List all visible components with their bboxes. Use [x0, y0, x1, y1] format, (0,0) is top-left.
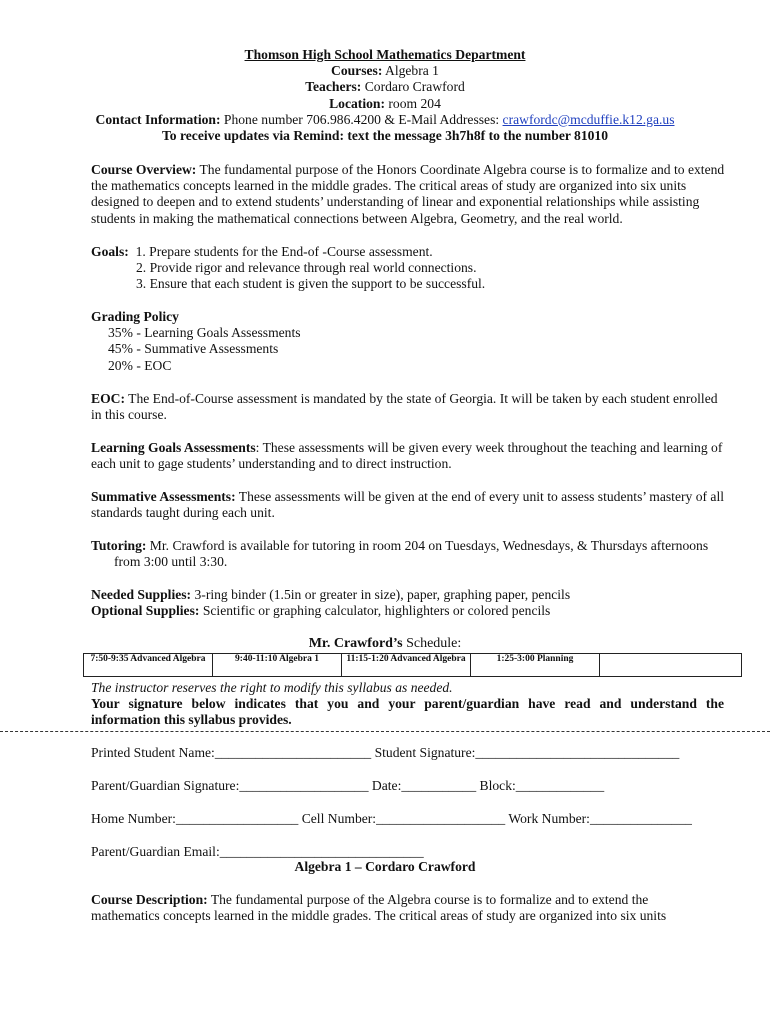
- needed-supplies-text: 3-ring binder (1.5in or greater in size), paper, graphing paper, pencils: [191, 587, 571, 602]
- goals-label: Goals:: [91, 244, 129, 259]
- home-number-field[interactable]: Home Number:__________________: [91, 811, 299, 826]
- location-value: room 204: [385, 95, 441, 111]
- contact-value: Phone number 706.986.4200 & E-Mail Addresses:: [220, 111, 503, 127]
- goals-section: [91, 244, 731, 293]
- tutoring-hours: from 3:00 until 3:30.: [114, 554, 228, 570]
- lga-label: Learning Goals Assessments: [91, 440, 256, 455]
- grading-label: Grading Policy: [91, 309, 179, 324]
- schedule-table: [83, 653, 742, 677]
- summative-section: [91, 489, 731, 521]
- grading-item: 35% - Learning Goals Assessments: [108, 325, 301, 341]
- eoc-section: [91, 391, 731, 423]
- schedule-cell: [600, 654, 742, 677]
- learning-goals-section: [91, 440, 731, 472]
- cut-line: [0, 731, 770, 732]
- department-title: Thomson High School Mathematics Department: [244, 47, 526, 62]
- overview-label: Course Overview:: [91, 162, 197, 177]
- schedule-cell: 11:15-1:20 Advanced Algebra: [342, 654, 471, 677]
- schedule-cell: 7:50-9:35 Advanced Algebra: [84, 654, 213, 677]
- parent-signature-field[interactable]: Parent/Guardian Signature:___________________: [91, 778, 369, 793]
- optional-supplies-label: Optional Supplies:: [91, 603, 200, 619]
- work-number-field[interactable]: Work Number:_______________: [508, 811, 692, 826]
- eoc-label: EOC:: [91, 391, 125, 406]
- second-page-heading: Algebra 1 – Cordaro Crawford: [294, 859, 476, 874]
- schedule-title-rest: Schedule:: [402, 636, 462, 651]
- cell-number-field[interactable]: Cell Number:___________________: [301, 811, 506, 826]
- tutoring-label: Tutoring:: [91, 538, 147, 553]
- courses-label: Courses:: [331, 63, 383, 79]
- eoc-text: The End-of-Course assessment is mandated by the state of Georgia. It will be taken by each student enrolled in this course.: [91, 391, 718, 423]
- disclaimer: [91, 680, 724, 729]
- course-description-text: The fundamental purpose of the Algebra course is to formalize and to extend the mathematics concepts learned in the middle grades. The critical areas of study are organized into six units: [91, 892, 667, 924]
- needed-supplies-label: Needed Supplies:: [91, 587, 192, 602]
- teachers-label: Teachers:: [305, 79, 362, 95]
- table-row: [84, 654, 742, 677]
- contact-label: Contact Information:: [95, 111, 221, 127]
- tutoring-text: Mr. Crawford is available for tutoring in room 204 on Tuesdays, Wednesdays, & Thursdays afternoons: [146, 538, 709, 553]
- printed-name-field[interactable]: Printed Student Name:_______________________: [91, 745, 372, 760]
- syllabus-header: [0, 47, 770, 144]
- second-page-title: [0, 859, 770, 875]
- overview-text: The fundamental purpose of the Honors Coordinate Algebra course is to formalize and to extend the mathematics concepts learned in the middle grades. The critical areas of study are organized into six units designed to deepen and to extend students’ understanding of linear and exponential relationships while assisting students in making the mathematical connections between Algebra, Geometry, and the real world.: [91, 162, 725, 226]
- parent-email-field[interactable]: Parent/Guardian Email:______________________________: [91, 844, 424, 859]
- teachers-value: Cordaro Crawford: [361, 79, 465, 95]
- grading-policy: [91, 309, 731, 374]
- grading-item: 45% - Summative Assessments: [108, 341, 279, 357]
- schedule-cell: 9:40-11:10 Algebra 1: [213, 654, 342, 677]
- grading-item: 20% - EOC: [108, 357, 172, 373]
- summative-label: Summative Assessments:: [91, 489, 236, 504]
- goal-item: 3. Ensure that each student is given the support to be successful.: [136, 276, 486, 292]
- form-row-2: [91, 778, 604, 794]
- schedule-title: [0, 636, 770, 652]
- schedule-cell: 1:25-3:00 Planning: [471, 654, 600, 677]
- courses-value: Algebra 1: [382, 63, 439, 79]
- optional-supplies-text: Scientific or graphing calculator, highlighters or colored pencils: [199, 603, 551, 619]
- remind-info: To receive updates via Remind: text the message 3h7h8f to the number 81010: [161, 128, 609, 144]
- goal-item: 1. Prepare students for the End-of -Course assessment.: [135, 244, 433, 259]
- signature-note: Your signature below indicates that you and your parent/guardian have read and understand the information this syllabus provides.: [91, 696, 724, 728]
- disclaimer-text: The instructor reserves the right to modify this syllabus as needed.: [91, 680, 453, 695]
- form-row-4: [91, 844, 424, 860]
- lga-text: : These assessments will be given every week throughout the teaching and learning of each unit to gage students’ understanding and to direct instruction.: [91, 440, 723, 472]
- supplies-section: [91, 587, 731, 619]
- date-field[interactable]: Date:___________: [371, 778, 477, 793]
- goal-item: 2. Provide rigor and relevance through real world connections.: [136, 260, 477, 276]
- block-field[interactable]: Block:_____________: [479, 778, 605, 793]
- tutoring-section: [91, 538, 751, 570]
- email-link[interactable]: crawfordc@mcduffie.k12.ga.us: [502, 111, 675, 127]
- summative-text: These assessments will be given at the end of every unit to assess students’ mastery of all standards taught during each unit.: [91, 489, 725, 521]
- course-description: [91, 892, 691, 924]
- location-label: Location:: [329, 95, 385, 111]
- form-row-3: [91, 811, 692, 827]
- schedule-title-name: Mr. Crawford’s: [308, 636, 403, 651]
- student-signature-field[interactable]: Student Signature:______________________________: [374, 745, 680, 760]
- course-description-label: Course Description:: [91, 892, 208, 907]
- form-row-1: [91, 745, 679, 761]
- course-overview: [91, 162, 731, 227]
